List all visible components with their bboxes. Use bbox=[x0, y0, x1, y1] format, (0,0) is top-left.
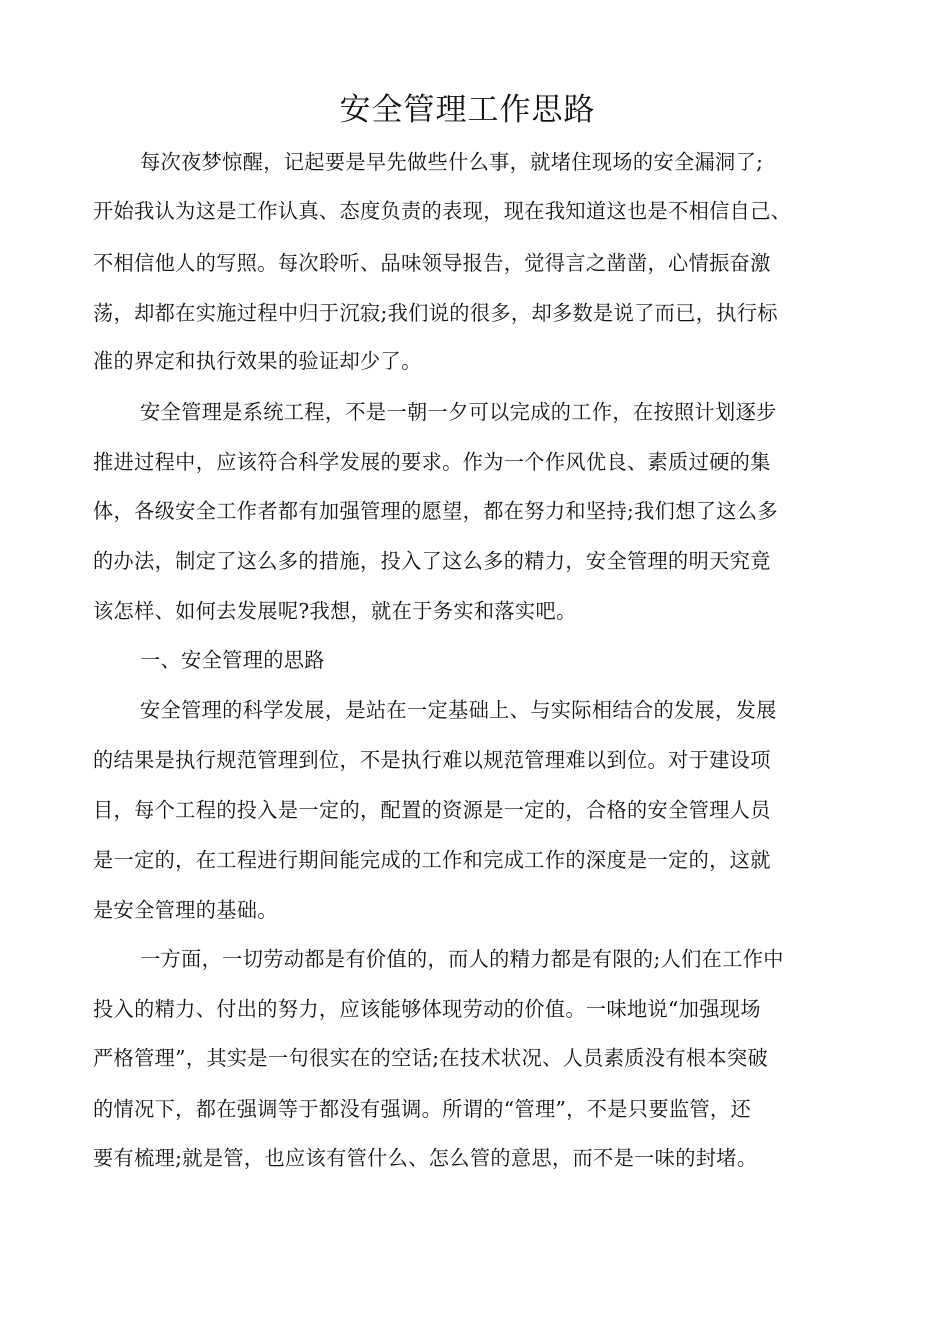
paragraph-line: 目，每个工程的投入是一定的，配置的资源是一定的，合格的安全管理人员 bbox=[93, 798, 771, 822]
paragraph-line: 严格管理”，其实是一句很实在的空话;在技术状况、人员素质没有根本突破 bbox=[93, 1046, 769, 1070]
paragraph-line: 是安全管理的基础。 bbox=[93, 898, 278, 922]
paragraph-line: 不相信他人的写照。每次聆听、品味领导报告，觉得言之凿凿，心情振奋激 bbox=[93, 251, 771, 275]
document-title: 安全管理工作思路 bbox=[339, 92, 596, 128]
paragraph-line: 的办法，制定了这么多的措施，投入了这么多的精力，安全管理的明天究竟 bbox=[93, 549, 771, 573]
paragraph-line: 的情况下，都在强调等于都没有强调。所谓的“管理”，不是只要监管，还 bbox=[93, 1097, 752, 1121]
paragraph-line: 安全管理是系统工程，不是一朝一夕可以完成的工作，在按照计划逐步 bbox=[140, 400, 777, 424]
paragraph-line: 体，各级安全工作者都有加强管理的愿望，都在努力和坚持;我们想了这么多 bbox=[93, 499, 778, 523]
paragraph-line: 荡，却都在实施过程中归于沉寂;我们说的很多，却多数是说了而已，执行标 bbox=[93, 301, 778, 325]
paragraph-line: 每次夜梦惊醒，记起要是早先做些什么事，就堵住现场的安全漏洞了; bbox=[140, 150, 764, 174]
section-heading: 一、安全管理的思路 bbox=[140, 648, 325, 672]
paragraph-line: 是一定的，在工程进行期间能完成的工作和完成工作的深度是一定的，这就 bbox=[93, 848, 771, 872]
paragraph-line: 开始我认为这是工作认真、态度负责的表现，现在我知道这也是不相信自己、 bbox=[93, 199, 792, 223]
paragraph-line: 投入的精力、付出的努力，应该能够体现劳动的价值。一味地说“加强现场 bbox=[93, 997, 761, 1021]
paragraph-line: 的结果是执行规范管理到位，不是执行难以规范管理难以到位。对于建设项 bbox=[93, 748, 771, 772]
paragraph-line: 一方面，一切劳动都是有价值的，而人的精力都是有限的;人们在工作中 bbox=[140, 947, 784, 971]
paragraph-line: 推进过程中，应该符合科学发展的要求。作为一个作风优良、素质过硬的集 bbox=[93, 450, 771, 474]
paragraph-line: 准的界定和执行效果的验证却少了。 bbox=[93, 349, 422, 373]
paragraph-line: 要有梳理;就是管，也应该有管什么、怎么管的意思，而不是一味的封堵。 bbox=[93, 1146, 758, 1170]
paragraph-line: 安全管理的科学发展，是站在一定基础上、与实际相结合的发展，发展 bbox=[140, 698, 777, 722]
paragraph-line: 该怎样、如何去发展呢?我想，就在于务实和落实吧。 bbox=[93, 599, 577, 623]
